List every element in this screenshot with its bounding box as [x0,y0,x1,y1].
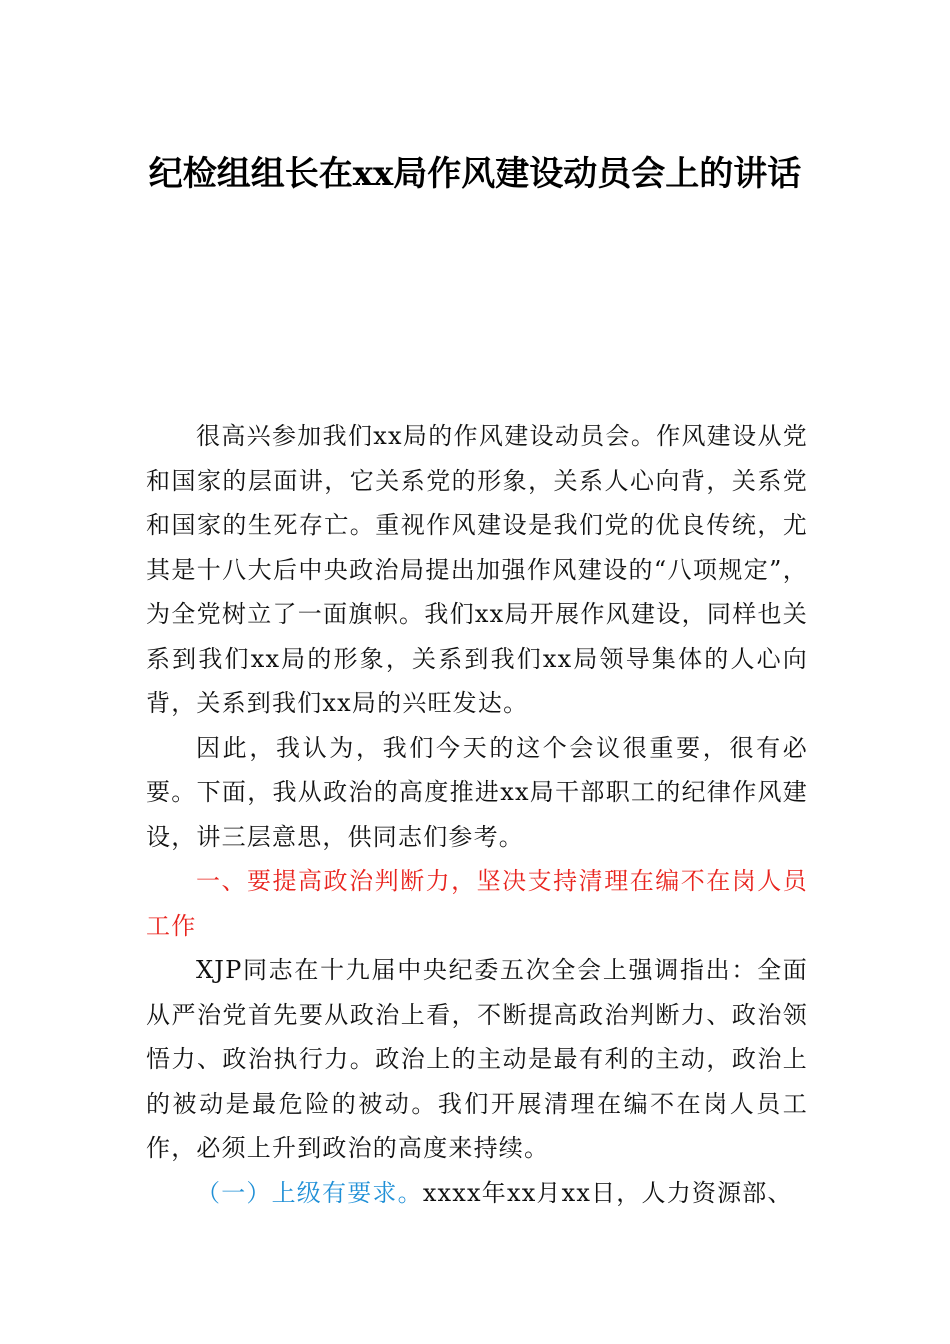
subsection-1-text: xxxx年xx月xx日，人力资源部、 [422,1178,793,1207]
subsection-heading-1: （一）上级有要求。 [196,1178,423,1207]
paragraph-purpose: 因此，我认为，我们今天的这个会议很重要，很有必要。下面，我从政治的高度推进xx局干部职工的纪律作风建设，讲三层意思，供同志们参考。 [146,733,808,851]
section-heading-1: 一、要提高政治判断力，坚决支持清理在编不在岗人员工作 [146,867,808,940]
document-title: 纪检组组长在xx局作风建设动员会上的讲话 [148,154,802,194]
document-body [146,414,808,1215]
subsection-1-paragraph [146,1171,808,1216]
section-1-paragraph: XJP同志在十九届中央纪委五次全会上强调指出：全面从严治党首先要从政治上看，不断提高政治判断力、政治领悟力、政治执行力。政治上的主动是最有利的主动，政治上的被动是最危险的被动。我们开展清理在编不在岗人员工作，必须上升到政治的高度来持续。 [146,956,808,1162]
paragraph-intro: 很高兴参加我们xx局的作风建设动员会。作风建设从党和国家的层面讲，它关系党的形象，关系人心向背，关系党和国家的生死存亡。重视作风建设是我们党的优良传统，尤其是十八大后中央政治局提出加强作风建设的“八项规定”，为全党树立了一面旗帜。我们xx局开展作风建设，同样也关系到我们xx局的形象，关系到我们xx局领导集体的人心向背，关系到我们xx局的兴旺发达。 [146,422,808,717]
